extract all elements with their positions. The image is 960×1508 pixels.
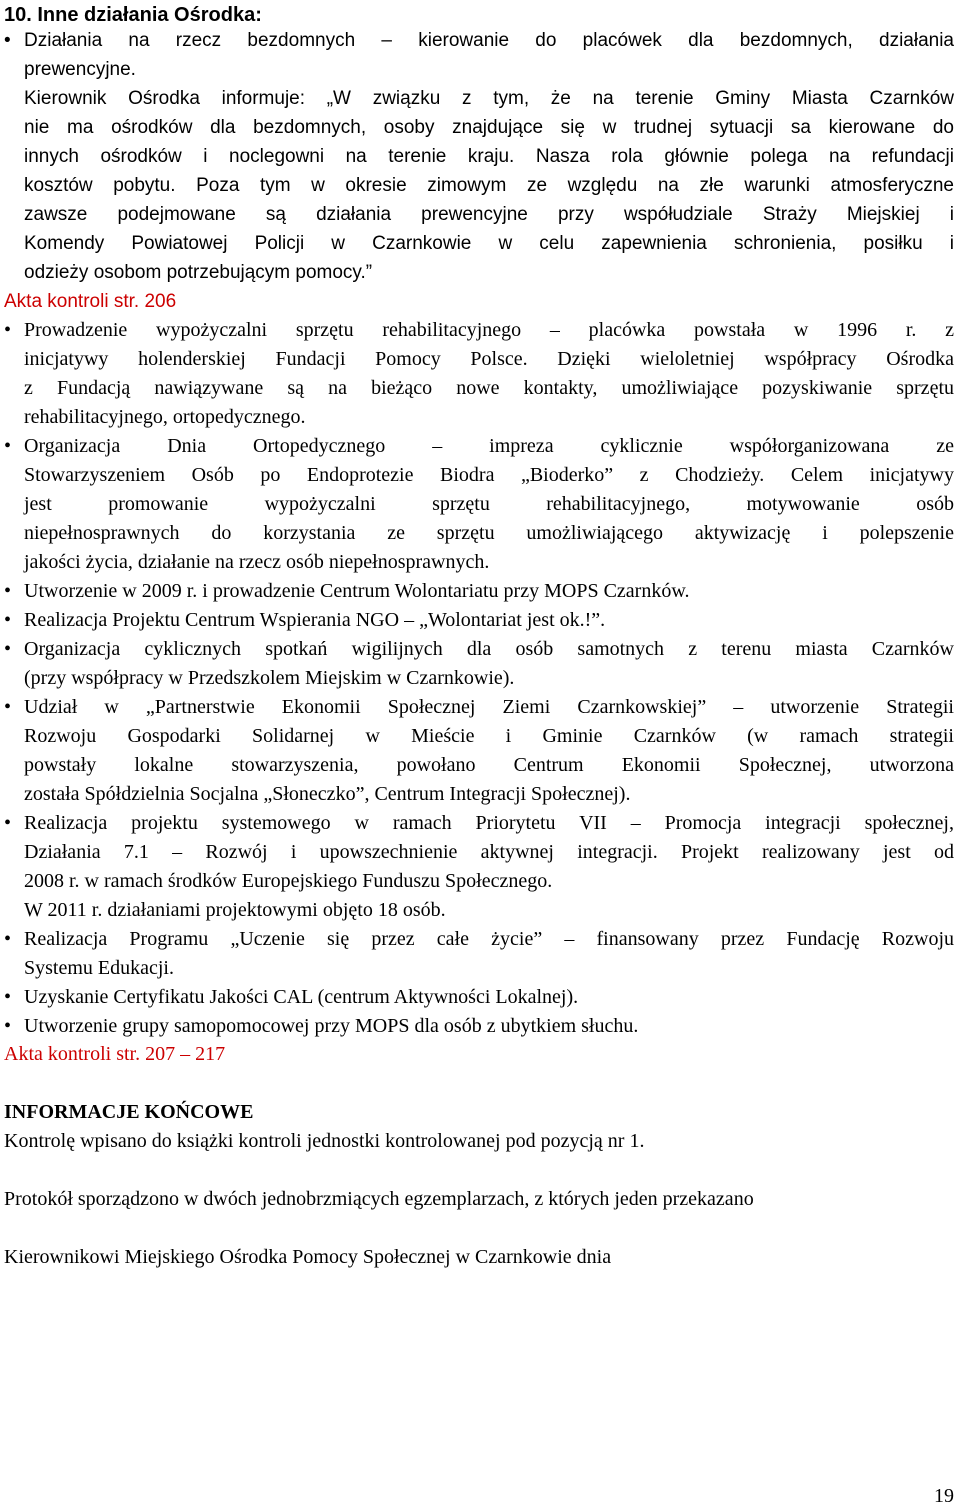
bullet-glyph: • [4, 609, 12, 631]
bullet-glyph: • [4, 435, 12, 457]
line-text: Udział w „Partnerstwie Ekonomii Społecznej Ziemi Czarnkowskiej” – utworzenie Strategii [24, 696, 954, 718]
line-text: Organizacja Dnia Ortopedycznego – impreza cyklicznie współorganizowana ze [24, 435, 954, 457]
text-line: zawsze podejmowane są działania prewencyjne przy współudziale Straży Miejskiej i [24, 204, 954, 225]
line-text: Realizacja Projektu Centrum Wspierania NGO – „Wolontariat jest ok.!”. [24, 609, 606, 631]
list-item [4, 983, 954, 1012]
list-item [4, 577, 954, 606]
bullet-glyph: • [4, 319, 12, 341]
section-heading: 10. Inne działania Ośrodka: [4, 4, 262, 26]
audit-reference: Akta kontroli str. 206 [4, 291, 177, 312]
text-line: inicjatywy holenderskiej Fundacji Pomocy Polsce. Dzięki wieloletniej współpracy Ośrodka [24, 348, 954, 370]
final-info-heading: INFORMACJE KOŃCOWE [4, 1101, 254, 1123]
text-line: W 2011 r. działaniami projektowymi objęto 18 osób. [24, 899, 446, 921]
text-line: Komendy Powiatowej Policji w Czarnkowie w celu zapewnienia schronienia, posiłku i [24, 233, 954, 254]
text-line: Działania 7.1 – Rozwój i upowszechnienie aktywnej integracji. Projekt realizowany jest od [24, 841, 954, 863]
line-text: Organizacja cyklicznych spotkań wigilijnych dla osób samotnych z terenu miasta Czarnków [24, 638, 954, 660]
list-item [4, 1012, 954, 1041]
bullet-glyph: • [4, 30, 11, 51]
text-line: nie ma ośrodków dla bezdomnych, osoby znajdujące się w trudnej sytuacji sa kierowane do [24, 117, 954, 138]
text-line: powstały lokalne stowarzyszenia, powołano Centrum Ekonomii Społecznej, utworzona [24, 754, 954, 776]
bullet-glyph: • [4, 696, 12, 718]
final-info-paragraph: Protokół sporządzono w dwóch jednobrzmiących egzemplarzach, z których jeden przekazano [4, 1188, 754, 1210]
text-line: jest promowanie wypożyczalni sprzętu rehabilitacyjnego, motywowanie osób [24, 493, 954, 515]
bullet-glyph: • [4, 986, 12, 1008]
list-item [4, 635, 954, 664]
text-line: Kierownik Ośrodka informuje: „W związku z tym, że na terenie Gminy Miasta Czarnków [24, 88, 954, 109]
line-text: Uzyskanie Certyfikatu Jakości CAL (centrum Aktywności Lokalnej). [24, 986, 579, 1008]
audit-reference: Akta kontroli str. 207 – 217 [4, 1043, 226, 1065]
text-line: jakości życia, działanie na rzecz osób niepełnosprawnych. [24, 551, 490, 573]
line-text: Utworzenie w 2009 r. i prowadzenie Centrum Wolontariatu przy MOPS Czarnków. [24, 580, 690, 602]
text-line: niepełnosprawnych do korzystania ze sprzętu umożliwiającego aktywizację i polepszenie [24, 522, 954, 544]
text-line: innych ośrodków i noclegowni na terenie kraju. Nasza rola głównie polega na refundacji [24, 146, 954, 167]
final-info-paragraph: Kierownikowi Miejskiego Ośrodka Pomocy Społecznej w Czarnkowie dnia [4, 1246, 612, 1268]
list-item [4, 809, 954, 838]
bullet-glyph: • [4, 812, 12, 834]
final-info-paragraph: Kontrolę wpisano do książki kontroli jednostki kontrolowanej pod pozycją nr 1. [4, 1130, 645, 1152]
list-item [4, 925, 954, 954]
line-text: Realizacja projektu systemowego w ramach Priorytetu VII – Promocja integracji społecznej, [24, 812, 954, 834]
list-item [4, 316, 954, 345]
text-line: została Spółdzielnia Socjalna „Słoneczko”, Centrum Integracji Społecznej). [24, 783, 631, 805]
text-line: odzieży osobom potrzebującym pomocy.” [24, 262, 373, 283]
text-line: (przy współpracy w Przedszkolem Miejskim w Czarnkowie). [24, 667, 515, 689]
line-text: Realizacja Programu „Uczenie się przez całe życie” – finansowany przez Fundację Rozwoju [24, 928, 954, 950]
line-text: Prowadzenie wypożyczalni sprzętu rehabilitacyjnego – placówka powstała w 1996 r. z [24, 319, 954, 341]
list-item [4, 606, 954, 635]
list-item [4, 693, 954, 722]
text-line: 2008 r. w ramach środków Europejskiego Funduszu Społecznego. [24, 870, 553, 892]
text-line: Systemu Edukacji. [24, 957, 174, 979]
list-item [4, 432, 954, 461]
text-line: Rozwoju Gospodarki Solidarnej w Mieście i Gminie Czarnków (w ramach strategii [24, 725, 954, 747]
line-text: Działania na rzecz bezdomnych – kierowanie do placówek dla bezdomnych, działania [24, 30, 954, 51]
bullet-glyph: • [4, 580, 12, 602]
text-line: rehabilitacyjnego, ortopedycznego. [24, 406, 306, 428]
page-number: 19 [934, 1485, 954, 1507]
text-line: Stowarzyszeniem Osób po Endoprotezie Biodra „Bioderko” z Chodzieży. Celem inicjatywy [24, 464, 954, 486]
line-text: Utworzenie grupy samopomocowej przy MOPS dla osób z ubytkiem słuchu. [24, 1015, 639, 1037]
bullet-glyph: • [4, 928, 12, 950]
list-item [4, 26, 954, 55]
text-line: z Fundacją nawiązywane są na bieżąco nowe kontakty, umożliwiające pozyskiwanie sprzętu [24, 377, 954, 399]
text-line: prewencyjne. [24, 59, 136, 80]
bullet-glyph: • [4, 1015, 12, 1037]
bullet-glyph: • [4, 638, 12, 660]
text-line: kosztów pobytu. Poza tym w okresie zimowym ze względu na złe warunki atmosferyczne [24, 175, 954, 196]
